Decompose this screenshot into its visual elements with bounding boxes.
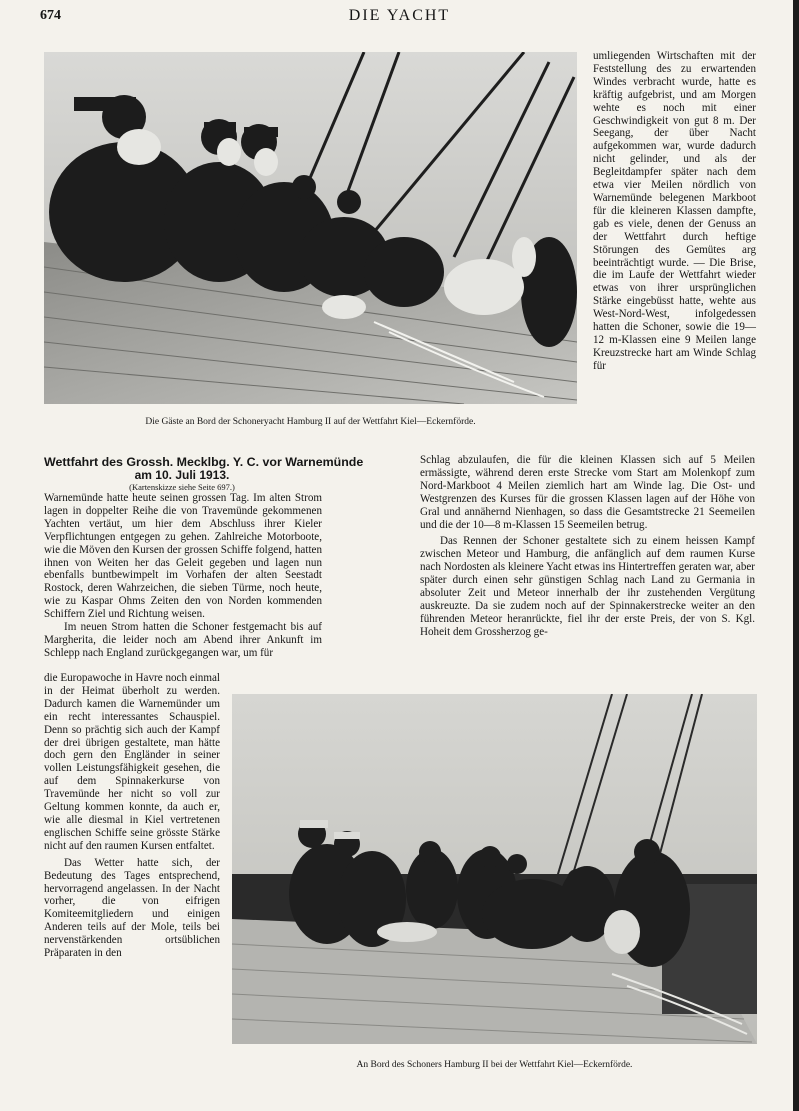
text-column-left: [44, 492, 322, 660]
photo-guests-on-deck: [44, 52, 577, 404]
paragraph: Warnemünde hatte heute seinen grossen Tag. Im alten Strom lagen in doppelter Reihe die von Travemünde gekommenen Yachten vertäut, um hier dem Abschluss ihrer Kieler Verpflichtungen entgegen zu gehen. Zahlreiche Motorboote, wie die Möven den Kursen der grossen Schiffe folgend, hatten ihnen von Weiten her das Geleit gegeben und lagen nun ebenfalls buntbewimpelt im Vorhafen der alten Seestadt Rostock, deren Wahrzeichen, die sieben Türme, noch heute, wie zu Kaspar Ohms Zeiten den von Norden kommenden Schiffern Ziel und Richtung weisen.: [44, 492, 322, 621]
text-column-right: [420, 454, 755, 639]
paragraph: Das Wetter hatte sich, der Bedeutung des Tages entsprechend, hervorragend angelassen. In der Nacht vorher, die von eifrigen Komiteemitgliedern und einigen Anderen teils auf der Mole, teils bei nervenstärkenden ortsüblichen Präparaten in den: [44, 856, 220, 960]
running-title: DIE YACHT: [348, 7, 451, 24]
text-column-right-top: [593, 50, 756, 373]
paragraph: Das Rennen der Schoner gestaltete sich zu einem heissen Kampf zwischen Meteor und Hamburg, die anfänglich auf dem raumen Kurse nach Nordosten als kleinere Yacht etwas ins Hintertreffen geraten war, aber später durch einen sehr günstigen Schlag nach Land zu Germania in absoluter Zeit und Meteor innerhalb der ihr zustehenden Vergütung auskreuzte. Da sie zudem noch auf der Spinnakerstrecke weiter an den führenden Meteor heranrückte, fiel ihr der erste Preis, der von S. Kgl. Hoheit dem Grossherzog ge-: [420, 535, 755, 638]
article-map-note: (Kartenskizze siehe Seite 697.): [129, 482, 235, 492]
paragraph: Schlag abzulaufen, die für die kleinen Klassen sich auf 5 Meilen ermässigte, während deren erste Strecke vom Start am Molenkopf zum Nord-Markboot 4 Meilen ziemlich hart am Winde lag. Die Ost- und Westgrenzen des Kurses für die grossen Klassen lagen auf der Höhe von Gral und annähernd Nienhagen, so dass die Gesamtstrecke 21 Seemeilen und die der 10—8 m-Klassen 15 Seemeilen betrug.: [420, 454, 755, 531]
page-edge-shadow: [793, 0, 799, 1111]
photo1-caption: Die Gäste an Bord der Schoneryacht Hamburg II auf der Wettfahrt Kiel—Eckernförde.: [145, 417, 476, 427]
paragraph: Im neuen Strom hatten die Schoner festgemacht bis auf Margherita, die leider noch am Abend ihrer Ankunft im Schlepp nach England zurückgegangen war, um für: [44, 621, 322, 659]
photo-aboard-schooner: [232, 694, 757, 1044]
article-title: Wettfahrt des Grossh. Mecklbg. Y. C. vor Warnemünde: [44, 455, 364, 469]
paragraph: umliegenden Wirtschaften mit der Feststellung des zu erwartenden Windes verbracht wurde, hatte es kräftig aufgebrist, und am Morgen wehte es noch mit einer Geschwindigkeit von gut 8 m. Der Seegang, der über Nacht aufgekommen war, wurde dadurch nicht gelinder, und als der Begleitdampfer später nach dem etwa vier Meilen nördlich von Warnemünde belegenen Markboot für die kleineren Klassen dampfte, gab es viele, denen der Genuss an der Wettfahrt durch heftige Störungen des Gemütes arg beeinträchtigt wurde. — Die Brise, die im Laufe der Wettfahrt wieder etwas von ihrer ursprünglichen Stärke eingebüsst hatte, wehte aus West-Nord-West, infolgedessen hatten die Schoner, sowie die 19—12 m-Klassen eine 9 Meilen lange Kreuzstrecke hart am Winde Schlag für: [593, 50, 756, 372]
text-column-left-narrow: [44, 672, 220, 960]
photo2-caption: An Bord des Schoners Hamburg II bei der Wettfahrt Kiel—Eckernförde.: [356, 1060, 633, 1070]
page-number: 674: [40, 8, 61, 23]
article-date: am 10. Juli 1913.: [134, 468, 230, 482]
article-heading: [44, 455, 364, 492]
paragraph: die Europawoche in Havre noch einmal in der Heimat überholt zu werden. Dadurch kamen die Warnemünder um ein recht interessantes Schauspiel. Denn so prächtig sich auch der Kampf der drei übrigen gestaltete, man hätte doch gern den Engländer in seiner vollen Leistungsfähigkeit gesehen, die auf dem Spinnakerkurse von Travemünde her nicht so voll zur Geltung kommen konnte, da auch er, wie alle diesmal in Kiel vertretenen englischen Schiffe seine grösste Stärke nicht auf den raumen Kursen entfaltet.: [44, 672, 220, 852]
